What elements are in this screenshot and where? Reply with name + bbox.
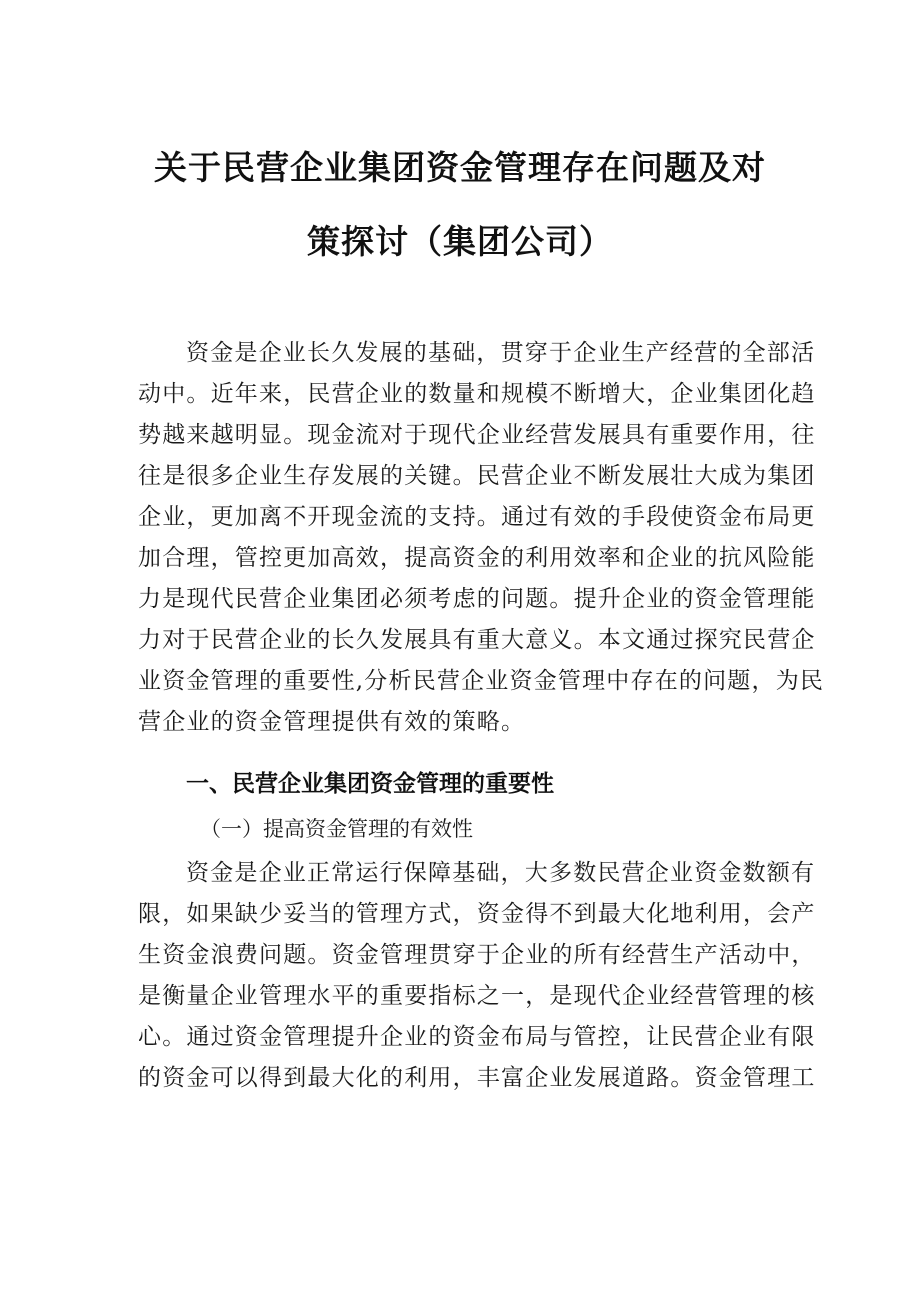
paragraph-line: 是衡量企业管理水平的重要指标之一，是现代企业经营管理的核 <box>138 983 816 1009</box>
paragraph-line: 资金是企业正常运行保障基础，大多数民营企业资金数额有 <box>186 860 816 886</box>
paragraph-line: 动中。近年来，民营企业的数量和规模不断增大，企业集团化趋 <box>138 381 816 407</box>
paragraph-line: 心。通过资金管理提升企业的资金布局与管控，让民营企业有限 <box>138 1024 816 1050</box>
paragraph-line: 生资金浪费问题。资金管理贯穿于企业的所有经营生产活动中， <box>138 942 816 968</box>
document-title-line-1: 关于民营企业集团资金管理存在问题及对 <box>154 148 766 187</box>
paragraph-line: 往是很多企业生存发展的关键。民营企业不断发展壮大成为集团 <box>138 463 816 489</box>
document-title-line-2: 策探讨（集团公司） <box>307 222 613 261</box>
section-heading: 一、民营企业集团资金管理的重要性 <box>186 771 554 797</box>
paragraph-line: 营企业的资金管理提供有效的策略。 <box>138 709 526 735</box>
subsection-heading: （一）提高资金管理的有效性 <box>200 817 473 841</box>
paragraph-line: 加合理，管控更加高效，提高资金的利用效率和企业的抗风险能 <box>138 545 816 571</box>
paragraph-line: 势越来越明显。现金流对于现代企业经营发展具有重要作用，往 <box>138 422 816 448</box>
paragraph-line: 力是现代民营企业集团必须考虑的问题。提升企业的资金管理能 <box>138 586 816 612</box>
paragraph-line: 力对于民营企业的长久发展具有重大意义。本文通过探究民营企 <box>138 627 816 653</box>
paragraph-line: 资金是企业长久发展的基础，贯穿于企业生产经营的全部活 <box>186 340 816 366</box>
paragraph-line: 限，如果缺少妥当的管理方式，资金得不到最大化地利用，会产 <box>138 901 816 927</box>
paragraph-line: 企业，更加离不开现金流的支持。通过有效的手段使资金布局更 <box>138 504 816 530</box>
section-paragraph <box>138 853 816 1099</box>
paragraph-line: 业资金管理的重要性,分析民营企业资金管理中存在的问题，为民 <box>138 668 825 694</box>
paragraph-line: 的资金可以得到最大化的利用，丰富企业发展道路。资金管理工 <box>138 1065 816 1091</box>
intro-paragraph <box>138 333 825 743</box>
